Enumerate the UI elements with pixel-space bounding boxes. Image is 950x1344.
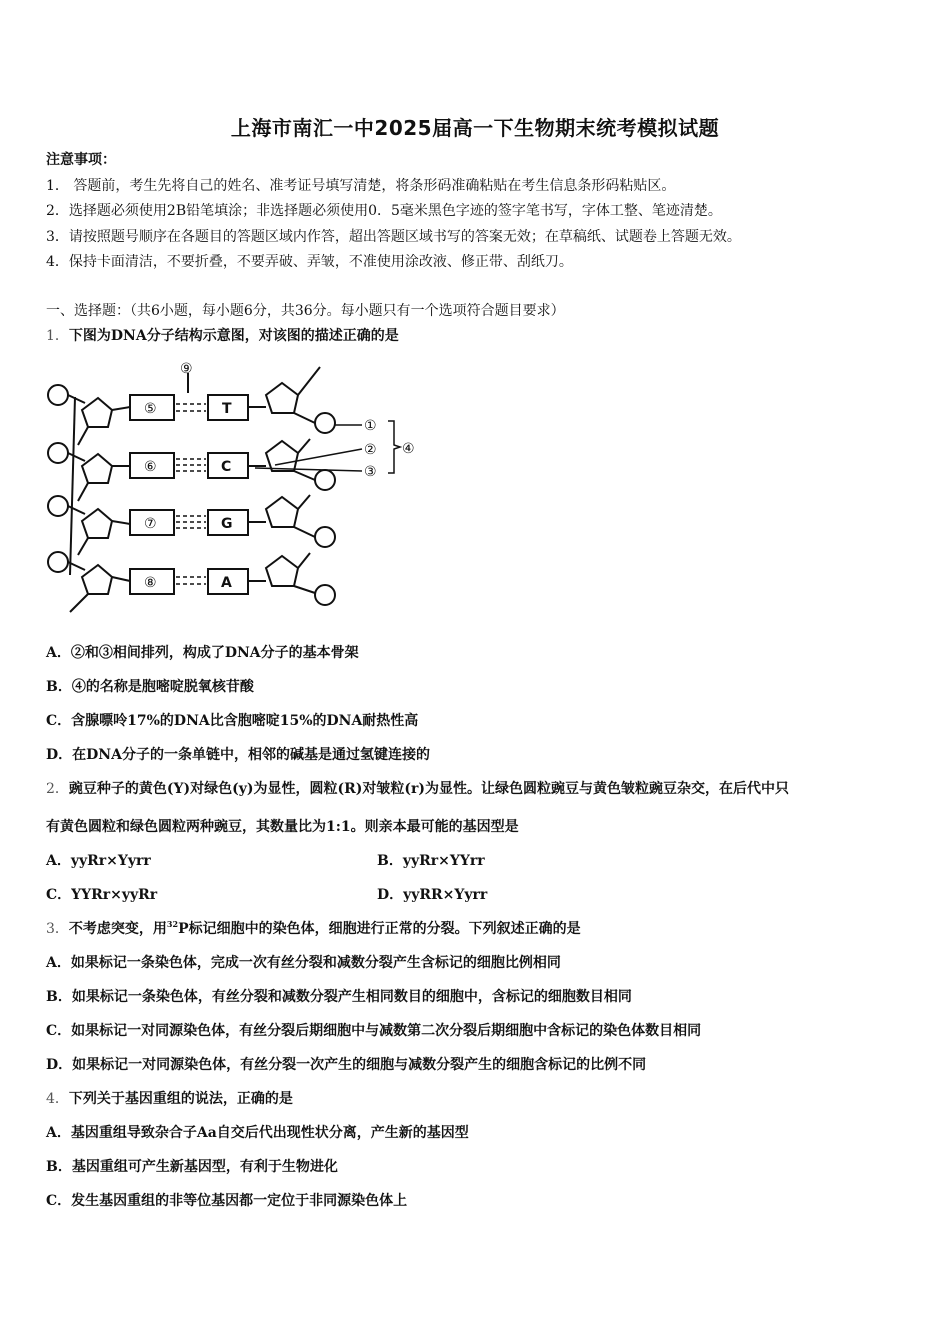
label-5: ⑤ — [144, 401, 157, 417]
base-c: C — [221, 459, 232, 475]
option: D．如果标记一对同源染色体，有丝分裂一次产生的细胞与减数分裂产生的细胞含标记的比例不同 — [46, 1057, 647, 1073]
label-1: ① — [364, 418, 377, 434]
isotope-superscript: 32 — [166, 919, 179, 929]
dna-structure-diagram — [40, 355, 440, 630]
label-4: ④ — [402, 441, 415, 457]
question-number: 1． — [46, 328, 69, 344]
question-3-stem — [46, 919, 581, 939]
question-2-stem-continued: 有黄色圆粒和绿色圆粒两种豌豆，其数量比为1:1。则亲本最可能的基因型是 — [46, 819, 519, 835]
question-text: 豌豆种子的黄色(Y)对绿色(y)为显性，圆粒(R)对皱粒(r)为显性。让绿色圆粒豌豆与黄色皱粒豌豆杂交，在后代中只 — [68, 781, 790, 797]
notice-item: 4．保持卡面清洁，不要折叠，不要弄破、弄皱，不准使用涂改液、修正带、刮纸刀。 — [46, 254, 573, 270]
label-3: ③ — [364, 464, 377, 480]
question-text: 下列关于基因重组的说法，正确的是 — [68, 1091, 293, 1107]
right-base-boxes — [208, 395, 248, 594]
question-1-stem — [46, 326, 399, 346]
notice-item: 1． 答题前，考生先将自己的姓名、准考证号填写清楚，将条形码准确粘贴在考生信息条形码粘贴区。 — [46, 178, 676, 194]
option: C．如果标记一对同源染色体，有丝分裂后期细胞中与减数第二次分裂后期细胞中含标记的染色体数目相同 — [46, 1023, 702, 1039]
hydrogen-bonds — [176, 373, 206, 584]
notice-heading: 注意事项： — [46, 152, 116, 168]
option: D．在DNA分子的一条单链中，相邻的碱基是通过氢键连接的 — [46, 747, 430, 763]
label-6: ⑥ — [144, 459, 157, 475]
label-2: ② — [364, 442, 377, 458]
left-strand — [48, 385, 130, 612]
option: A．如果标记一条染色体，完成一次有丝分裂和减数分裂产生含标记的细胞比例相同 — [46, 955, 561, 971]
option: A．②和③相间排列，构成了DNA分子的基本骨架 — [46, 645, 359, 661]
option: A．yyRr×Yyrr — [46, 853, 151, 869]
question-number: 4． — [46, 1091, 69, 1107]
option: B．如果标记一条染色体，有丝分裂和减数分裂产生相同数目的细胞中，含标记的细胞数目相同 — [46, 989, 632, 1005]
option: B．yyRr×YYrr — [377, 853, 485, 869]
question-text: P标记细胞中的染色体，细胞进行正常的分裂。下列叙述正确的是 — [178, 921, 581, 937]
label-8: ⑧ — [144, 575, 157, 591]
option: B．基因重组可产生新基因型，有利于生物进化 — [46, 1159, 338, 1175]
question-text: 不考虑突变，用 — [68, 921, 167, 937]
option: B．④的名称是胞嘧啶脱氧核苷酸 — [46, 679, 254, 695]
option: C．发生基因重组的非等位基因都一定位于非同源染色体上 — [46, 1193, 408, 1209]
option: C．YYRr×yyRr — [46, 887, 158, 903]
question-number: 2． — [46, 781, 69, 797]
question-text: 下图为DNA分子结构示意图，对该图的描述正确的是 — [68, 328, 399, 344]
question-2-stem — [46, 779, 789, 799]
label-9: ⑨ — [180, 361, 193, 377]
left-base-boxes — [130, 395, 174, 594]
label-7: ⑦ — [144, 516, 157, 532]
question-4-stem — [46, 1089, 293, 1109]
option: C．含腺嘌呤17%的DNA比含胞嘧啶15%的DNA耐热性高 — [46, 713, 419, 729]
option: D．yyRR×Yyrr — [377, 887, 488, 903]
question-number: 3． — [46, 921, 69, 937]
section-heading: 一、选择题：（共6小题，每小题6分，共36分。每小题只有一个选项符合题目要求） — [46, 303, 565, 319]
page-title: 上海市南汇一中2025届高一下生物期末统考模拟试题 — [230, 116, 720, 140]
base-g: G — [221, 516, 233, 532]
base-t: T — [222, 401, 232, 417]
notice-item: 2．选择题必须使用2B铅笔填涂；非选择题必须使用0．5毫米黑色字迹的签字笔书写，字体工整、笔迹清楚。 — [46, 203, 722, 219]
option: A．基因重组导致杂合子Aa自交后代出现性状分离，产生新的基因型 — [46, 1125, 469, 1141]
notice-item: 3．请按照题号顺序在各题目的答题区域内作答，超出答题区域书写的答案无效；在草稿纸、试题卷上答题无效。 — [46, 229, 741, 245]
right-strand — [248, 367, 335, 605]
base-a: A — [221, 575, 232, 591]
